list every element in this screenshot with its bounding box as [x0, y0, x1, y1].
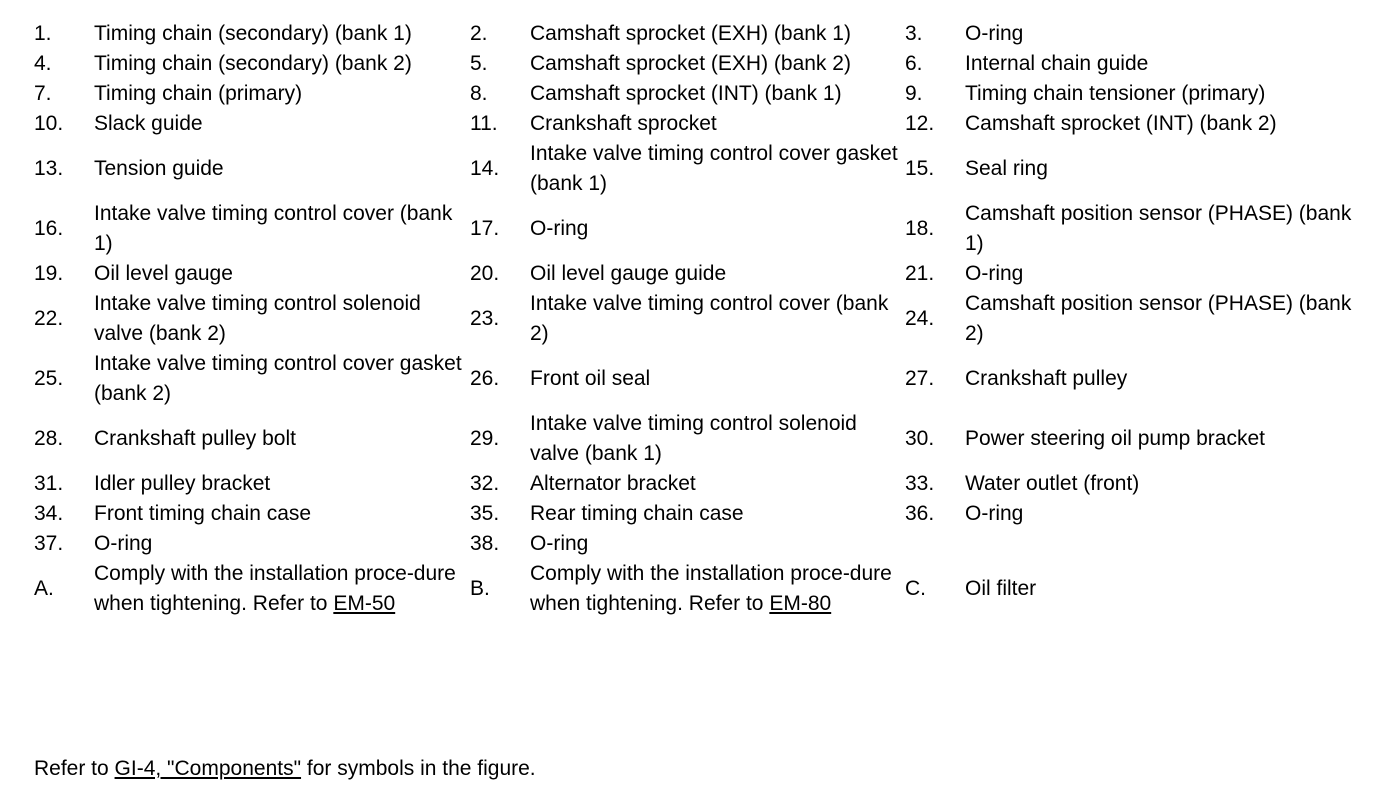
item-description: Rear timing chain case: [530, 502, 744, 525]
item-number: 38.: [470, 532, 500, 555]
item-number: 14.: [470, 157, 500, 180]
item-description: Oil level gauge guide: [530, 262, 727, 285]
legend-row: [34, 349, 1364, 409]
item-number: 5.: [470, 52, 488, 75]
item-description: Intake valve timing control solenoid valve (bank 2): [94, 292, 421, 345]
footer-suffix: for symbols in the figure.: [301, 757, 536, 780]
parts-legend-body: [34, 19, 1364, 619]
procedure-reference-link[interactable]: EM-80: [769, 592, 832, 615]
item-description: [530, 559, 905, 619]
legend-row: [34, 469, 1364, 499]
legend-row: [34, 199, 1364, 259]
item-number: 16.: [34, 217, 64, 240]
item-description: Camshaft sprocket (INT) (bank 1): [530, 82, 842, 105]
item-number: 18.: [905, 217, 935, 240]
item-number: 9.: [905, 82, 923, 105]
legend-row: [34, 499, 1364, 529]
item-description: Seal ring: [965, 157, 1048, 180]
legend-row: [34, 79, 1364, 109]
item-description: Intake valve timing control cover gasket (bank 1): [530, 142, 898, 195]
components-reference-link[interactable]: GI-4, "Components": [114, 757, 302, 780]
item-number: 26.: [470, 367, 500, 390]
item-number: 8.: [470, 82, 488, 105]
item-number: 37.: [34, 532, 64, 555]
item-description: Camshaft sprocket (INT) (bank 2): [965, 112, 1277, 135]
item-number: 20.: [470, 262, 500, 285]
legend-row: [34, 139, 1364, 199]
item-number: A.: [34, 577, 54, 600]
item-number: B.: [470, 577, 490, 600]
item-description: Front timing chain case: [94, 502, 312, 525]
symbols-reference-note: [34, 754, 536, 784]
item-description: O-ring: [965, 262, 1024, 285]
item-description: O-ring: [530, 217, 589, 240]
item-description: Camshaft position sensor (PHASE) (bank 1): [965, 202, 1352, 255]
item-number: 7.: [34, 82, 52, 105]
item-description-text: Comply with the installation proce-dure when tightening. Refer to: [94, 562, 456, 615]
item-number: 15.: [905, 157, 935, 180]
legend-row: [34, 19, 1364, 49]
item-description: Intake valve timing control cover gasket (bank 2): [94, 352, 462, 405]
item-description: [94, 559, 470, 619]
item-number: 10.: [34, 112, 64, 135]
item-number: 17.: [470, 217, 500, 240]
item-description: Idler pulley bracket: [94, 472, 271, 495]
item-description: Oil level gauge: [94, 262, 233, 285]
item-description: Intake valve timing control solenoid valve (bank 1): [530, 412, 857, 465]
item-description: O-ring: [94, 532, 153, 555]
item-number: 21.: [905, 262, 935, 285]
item-number: 27.: [905, 367, 935, 390]
item-number: 24.: [905, 307, 935, 330]
item-number: 1.: [34, 22, 52, 45]
item-number: 35.: [470, 502, 500, 525]
item-number: 28.: [34, 427, 64, 450]
legend-row: [34, 49, 1364, 79]
item-number: 6.: [905, 52, 923, 75]
footer-prefix: Refer to: [34, 757, 115, 780]
item-number: 3.: [905, 22, 923, 45]
item-description: Timing chain (secondary) (bank 2): [94, 52, 412, 75]
item-number: 12.: [905, 112, 935, 135]
item-number: [905, 529, 965, 559]
item-description: Crankshaft pulley bolt: [94, 427, 296, 450]
item-description: O-ring: [965, 22, 1024, 45]
item-number: 31.: [34, 472, 64, 495]
item-description: Camshaft sprocket (EXH) (bank 2): [530, 52, 851, 75]
item-description: Crankshaft pulley: [965, 367, 1128, 390]
item-number: C.: [905, 577, 926, 600]
item-number: 29.: [470, 427, 500, 450]
item-description: Camshaft position sensor (PHASE) (bank 2): [965, 292, 1352, 345]
procedure-reference-link[interactable]: EM-50: [333, 592, 396, 615]
item-description: Intake valve timing control cover (bank 1): [94, 202, 453, 255]
item-number: 13.: [34, 157, 64, 180]
item-number: 34.: [34, 502, 64, 525]
item-description: O-ring: [965, 502, 1024, 525]
item-number: 4.: [34, 52, 52, 75]
item-description: Power steering oil pump bracket: [965, 427, 1265, 450]
item-description: Timing chain tensioner (primary): [965, 82, 1266, 105]
item-description: [965, 529, 1364, 559]
item-description: Camshaft sprocket (EXH) (bank 1): [530, 22, 851, 45]
item-description: Intake valve timing control cover (bank 2): [530, 292, 889, 345]
item-description: Crankshaft sprocket: [530, 112, 717, 135]
legend-row: [34, 559, 1364, 619]
item-description: Internal chain guide: [965, 52, 1149, 75]
item-number: 36.: [905, 502, 935, 525]
item-number: 25.: [34, 367, 64, 390]
legend-row: [34, 529, 1364, 559]
item-description: Timing chain (primary): [94, 82, 303, 105]
item-description: Alternator bracket: [530, 472, 696, 495]
legend-row: [34, 409, 1364, 469]
item-description: Water outlet (front): [965, 472, 1140, 495]
item-number: 32.: [470, 472, 500, 495]
item-description: O-ring: [530, 532, 589, 555]
item-description: Front oil seal: [530, 367, 651, 390]
parts-legend-table: [34, 19, 1364, 619]
legend-row: [34, 259, 1364, 289]
item-description: Slack guide: [94, 112, 203, 135]
item-number: 2.: [470, 22, 488, 45]
item-number: 22.: [34, 307, 64, 330]
item-description: Timing chain (secondary) (bank 1): [94, 22, 412, 45]
item-number: 11.: [470, 112, 498, 135]
item-number: 23.: [470, 307, 500, 330]
legend-row: [34, 109, 1364, 139]
item-number: 19.: [34, 262, 64, 285]
legend-row: [34, 289, 1364, 349]
item-number: 30.: [905, 427, 935, 450]
item-number: 33.: [905, 472, 935, 495]
item-description: Oil filter: [965, 577, 1037, 600]
item-description: Tension guide: [94, 157, 224, 180]
item-description-text: Comply with the installation proce-dure when tightening. Refer to: [530, 562, 892, 615]
